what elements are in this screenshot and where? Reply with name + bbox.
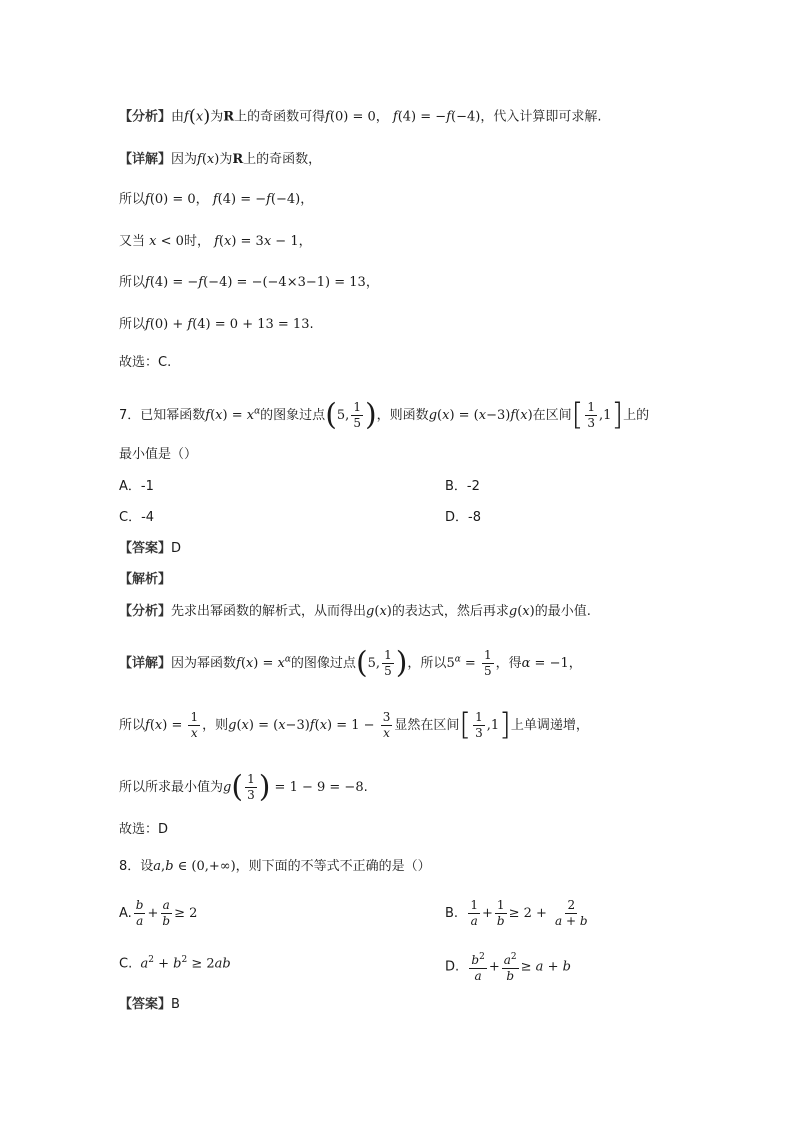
question-8: 8．设a,b ∈ (0,+∞)，则下面的不等式不正确的是（） [119, 859, 431, 874]
detail-tag: 【详解】 [119, 152, 172, 167]
analysis-label-7: 【解析】 [119, 572, 172, 587]
choice-result-7: 故选：D [119, 822, 169, 837]
solution-step-4: 所以f(0) + f(4) = 0 + 13 = 13. [119, 317, 314, 332]
answer-line-7: 【答案】D [119, 541, 182, 556]
choice-result-6: 故选：C. [119, 355, 172, 370]
q8-option-a: A. $\frac{b}{a}$ + $\frac{a}{b}$ ≥ 2 [119, 898, 198, 928]
option-c: C．-4 [119, 510, 155, 525]
detail-step-7: 所以f(x) = $\frac{1}{x}$ ，则g(x) = (x−3)f(x) = 1 − $\frac{3}{x}$ 显然在区间[ $\frac{1}{3}$ ,1]上单调递增， [119, 707, 589, 743]
analysis-line: 【分析】由f(x)为R上的奇函数可得f(0) = 0， f(4) = −f(−4)，代入计算即可求解. [119, 106, 602, 127]
detail-line: 【详解】因为f(x)为R上的奇函数， [119, 152, 322, 167]
answer-line-8: 【答案】B [119, 997, 180, 1012]
question-7-tail: 最小值是（） [119, 447, 198, 462]
solution-step-3: 所以f(4) = −f(−4) = −(−4×3−1) = 13， [119, 275, 379, 290]
option-b: B．-2 [445, 479, 480, 494]
question-7: 7．已知幂函数$f(x) = x^\alpha$的图象过点(5, $\frac{1}{5}$ )，则函数g(x) = (x−3)f(x)在区间[ $\frac{1}{3}$ ,1]上的 [119, 397, 650, 433]
detail-line-7: 【详解】因为幂函数$f(x) = x^\alpha$的图像过点(5, $\frac{1}{5}$ )，所以$5^\alpha$ = $\frac{1}{5}$ ，得α = −1， [119, 645, 582, 681]
q8-option-d: D. $\frac{b^2}{a}$ + $\frac{a^2}{b}$ ≥ a + b [445, 952, 571, 983]
min-value-line-7: 所以所求最小值为g( $\frac{1}{3}$ ) = 1 − 9 = −8. [119, 769, 368, 805]
analysis-tag: 【分析】 [119, 109, 172, 125]
q8-option-c: C. $a^2 + b^2 \ge 2ab$ [119, 955, 231, 972]
option-a: A．-1 [119, 479, 154, 494]
analysis-line-7: 【分析】先求出幂函数的解析式，从而得出g(x)的表达式，然后再求g(x)的最小值. [119, 604, 591, 619]
option-d: D．-8 [445, 510, 481, 525]
solution-step-1: 所以f(0) = 0， f(4) = −f(−4)， [119, 192, 314, 207]
q8-option-b: B. $\frac{1}{a}$ + $\frac{1}{b}$ ≥ 2 + $\frac{2}{a + b}$ [445, 898, 588, 928]
solution-step-2: 又当 x < 0时， f(x) = 3x − 1， [119, 234, 312, 249]
